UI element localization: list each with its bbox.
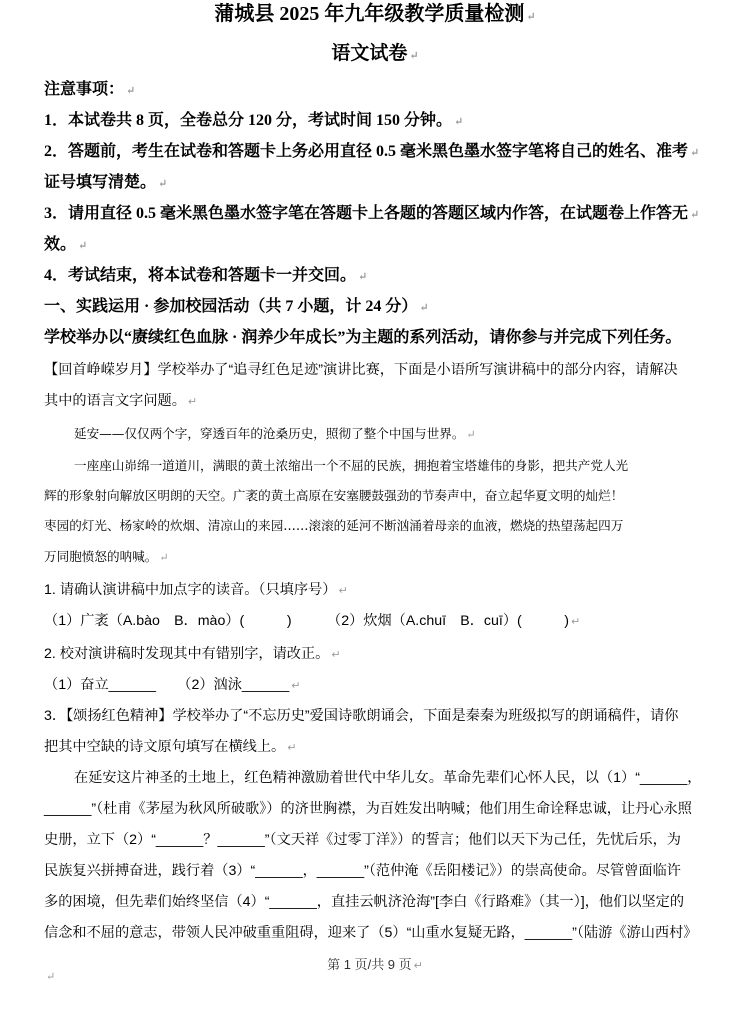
notice-item: 3．请用直径 0.5 毫米黑色墨水签字笔在答题卡上各题的答题区域内作答，在试题卷上作答无 ↵: [44, 205, 700, 222]
exam-title: 蒲城县 2025 年九年级教学质量检测 ↵: [214, 3, 536, 25]
speech-paragraph: 枣园的灯光、杨家岭的炊烟、清凉山的来园……滚滚的延河不断汹涌着母亲的血液，燃烧的热望荡起四万: [44, 518, 624, 533]
question-2-stem: 2. 校对演讲稿时发现其中有错别字，请改正。 ↵: [44, 646, 341, 662]
recitation-paragraph: 在延安这片神圣的土地上，红色精神激励着世代中华儿女。革命先辈们心怀人民，以（1）“______，: [74, 770, 702, 786]
paragraph-mark: ↵: [159, 551, 169, 564]
recitation-paragraph: 史册，立下（2）“______？______”（文天祥《过零丁洋》）的誓言；他们以天下为己任，先忧后乐，为: [44, 832, 681, 848]
notice-heading: 注意事项： ↵: [44, 81, 136, 98]
paragraph-mark: ↵: [291, 680, 301, 692]
paragraph-mark: ↵: [413, 960, 423, 972]
paragraph-mark: ↵: [158, 178, 168, 190]
task-intro: 其中的语言文字问题。 ↵: [44, 393, 198, 409]
paragraph-mark: ↵: [466, 428, 476, 441]
paragraph-mark: ↵: [287, 742, 297, 754]
question-3-stem: 把其中空缺的诗文原句填写在横线上。 ↵: [44, 739, 297, 755]
speech-paragraph: 万同胞愤怒的呐喊。 ↵: [44, 549, 169, 564]
paragraph-mark: ↵: [526, 11, 536, 23]
paragraph-mark: ↵: [46, 971, 56, 983]
paragraph-mark: ↵: [126, 85, 136, 97]
paragraph-mark: ↵: [338, 585, 348, 597]
paragraph-mark: ↵: [571, 616, 581, 628]
recitation-paragraph: 多的困境，但先辈们始终坚信（4）“______，直挂云帆济沧海”[李白《行路难》（其一）]，他们以坚定的: [44, 894, 685, 910]
speech-paragraph: 一座座山峁绵一道道川，满眼的黄土浓缩出一个不屈的民族，拥抱着宝塔雄伟的身影，把共产党人光: [74, 458, 629, 473]
notice-item: 2．答题前，考生在试卷和答题卡上务必用直径 0.5 毫米黑色墨水签字笔将自己的姓名、准考 ↵: [44, 143, 700, 160]
paragraph-mark: ↵: [358, 271, 368, 283]
recitation-paragraph: 民族复兴拼搏奋进，践行着（3）“______，______”（范仲淹《岳阳楼记》）的崇高使命。尽管曾面临许: [44, 863, 681, 879]
question-1-stem: 1. 请确认演讲稿中加点字的读音。（只填序号） ↵: [44, 582, 348, 598]
notice-item: 4．考试结束，将本试卷和答题卡一并交回。 ↵: [44, 267, 368, 284]
question-2-blanks: （1）奋立______ （2）汹泳______ ↵: [44, 677, 301, 693]
notice-item: 效。 ↵: [44, 236, 88, 253]
paragraph-mark: ↵: [409, 50, 419, 62]
exam-subtitle: 语文试卷 ↵: [331, 43, 419, 64]
section-heading: 一、实践运用 · 参加校园活动（共 7 小题，计 24 分） ↵: [44, 298, 429, 315]
page-footer: 第 1 页/共 9 页 ↵: [327, 957, 423, 972]
paragraph-mark: ↵: [78, 240, 88, 252]
paragraph-mark: ↵: [454, 116, 464, 128]
recitation-paragraph: ______”（杜甫《茅屋为秋风所破歌》）的济世胸襟，为百姓发出呐喊；他们用生命诠释忠诚，让丹心永照: [44, 801, 692, 817]
task-intro: 【回首峥嵘岁月】学校举办了“追寻红色足迹”演讲比赛，下面是小语所写演讲稿中的部分内容，请解决: [44, 362, 678, 378]
paragraph-mark: ↵: [690, 209, 700, 221]
question-3-stem: 3．【颂扬红色精神】学校举办了“不忘历史”爱国诗歌朗诵会，下面是秦秦为班级拟写的朗诵稿件，请你: [44, 708, 679, 724]
paragraph-mark: ↵: [187, 396, 198, 408]
section-intro: 学校举办以“赓续红色血脉 · 润养少年成长”为主题的系列活动，请你参与并完成下列任务。: [44, 329, 682, 346]
speech-paragraph: 延安——仅仅两个字，穿透百年的沧桑历史，照彻了整个中国与世界。 ↵: [74, 426, 476, 441]
paragraph-mark: ↵: [331, 649, 341, 661]
question-1-options: （1）广袤（A.bào B．mào）( ) （2）炊烟（A.chuī B．cuī）( ) ↵: [44, 613, 581, 629]
paragraph-mark: ↵: [419, 302, 429, 314]
speech-paragraph: 辉的形象射向解放区明朗的天空。广袤的黄土高原在安塞腰鼓强劲的节奏声中，奋立起华夏文明的灿烂！: [44, 488, 624, 503]
notice-item: 1．本试卷共 8 页，全卷总分 120 分，考试时间 150 分钟。 ↵: [44, 112, 464, 129]
recitation-paragraph: 信念和不屈的意志，带领人民冲破重重阻碍，迎来了（5）“山重水复疑无路，______”（陆游《游山西村》: [44, 925, 698, 941]
paragraph-mark: ↵: [690, 147, 700, 159]
notice-item: 证号填写清楚。 ↵: [44, 174, 168, 191]
